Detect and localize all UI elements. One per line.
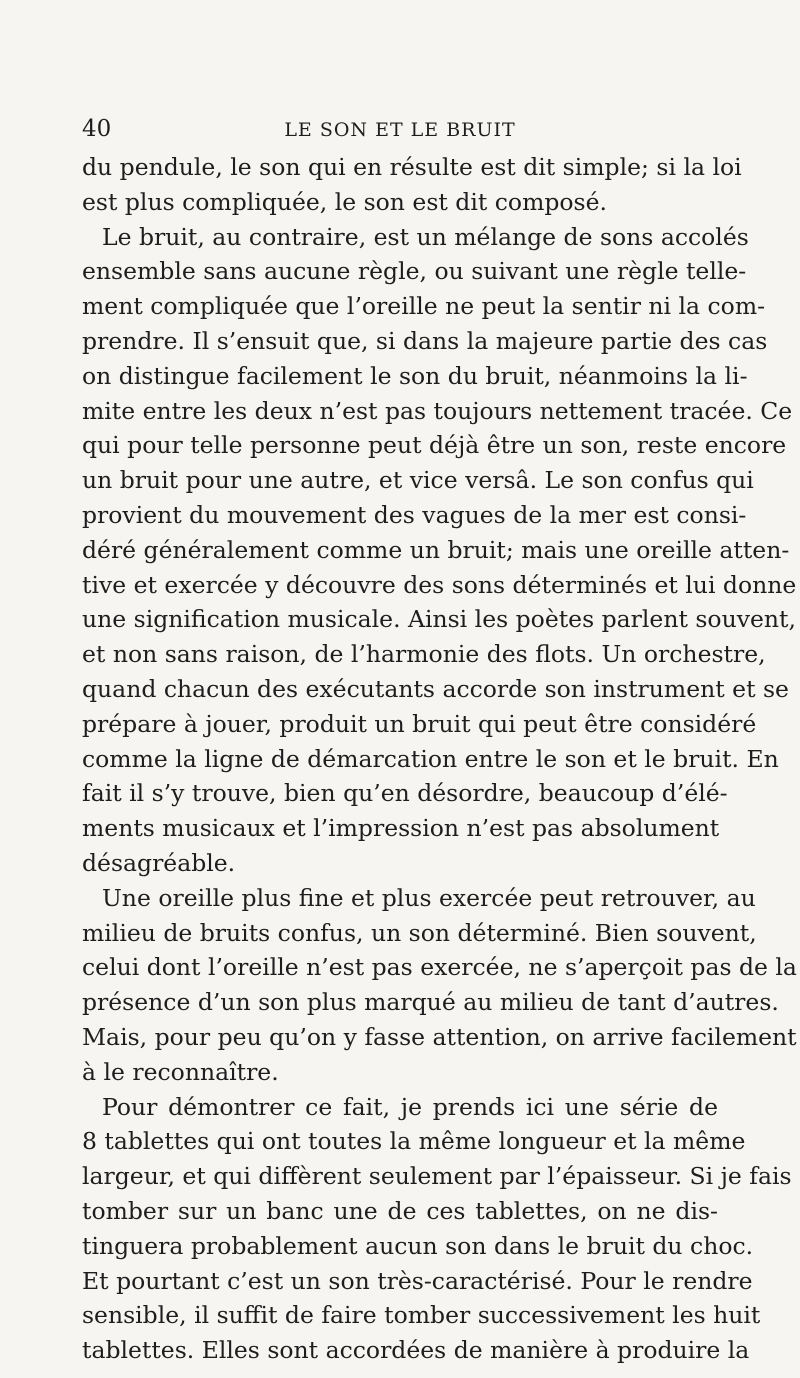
text-line: mite entre les deux n’est pas toujours nettement tracée. Ce bbox=[82, 396, 793, 425]
text-line: quand chacun des exécutants accorde son instrument et se bbox=[82, 674, 789, 703]
text-line: présence d’un son plus marqué au milieu de tant d’autres. bbox=[82, 988, 779, 1017]
text-line: Mais, pour peu qu’on y fasse attention, on arrive facilement bbox=[82, 1022, 797, 1051]
text-line: tablettes. Elles sont accordées de manière à produire la bbox=[82, 1336, 750, 1365]
text-line: ments musicaux et l’impression n’est pas absolument bbox=[82, 814, 720, 843]
text-line: ment compliquée que l’oreille ne peut la sentir ni la com- bbox=[82, 292, 766, 321]
text-line: du pendule, le son qui en résulte est dit simple; si la loi bbox=[82, 153, 742, 181]
text-line: ensemble sans aucune règle, ou suivant une règle telle- bbox=[82, 257, 747, 286]
text-line: déré généralement comme un bruit; mais une oreille atten- bbox=[82, 535, 790, 564]
text-line: Le bruit, au contraire, est un mélange de sons accolés bbox=[102, 222, 749, 251]
text-line: 8 tablettes qui ont toutes la même longueur et la même bbox=[82, 1127, 746, 1156]
running-title: LE SON ET LE BRUIT bbox=[284, 119, 516, 141]
text-line: fait il s’y trouve, bien qu’en désordre, beaucoup d’élé- bbox=[82, 779, 728, 808]
text-line: tomber sur un banc une de ces tablettes, on ne dis- bbox=[82, 1196, 718, 1225]
text-line: désagréable. bbox=[82, 848, 236, 877]
text-line: comme la ligne de démarcation entre le son et le bruit. En bbox=[82, 744, 779, 773]
text-line: une signification musicale. Ainsi les poètes parlent souvent, bbox=[82, 605, 796, 634]
page-number: 40 bbox=[82, 116, 112, 142]
text-line: sensible, il suffit de faire tomber successivement les huit bbox=[82, 1301, 761, 1330]
text-line: celui dont l’oreille n’est pas exercée, ne s’aperçoit pas de la bbox=[82, 953, 797, 982]
body-text bbox=[82, 150, 797, 1368]
text-line: Une oreille plus fine et plus exercée peut retrouver, au bbox=[102, 883, 756, 912]
text-line: qui pour telle personne peut déjà être un son, reste encore bbox=[82, 431, 787, 460]
text-line: est plus compliquée, le son est dit composé. bbox=[82, 187, 607, 216]
text-line: et non sans raison, de l’harmonie des flots. Un orchestre, bbox=[82, 640, 766, 669]
text-line: Pour démontrer ce fait, je prends ici une série de bbox=[102, 1092, 718, 1121]
page-header bbox=[82, 116, 718, 150]
text-line: largeur, et qui diffèrent seulement par l’épaisseur. Si je fais bbox=[82, 1162, 792, 1191]
text-line: prépare à jouer, produit un bruit qui peut être considéré bbox=[82, 709, 757, 738]
text-line: prendre. Il s’ensuit que, si dans la majeure partie des cas bbox=[82, 326, 768, 355]
text-line: Et pourtant c’est un son très-caractérisé. Pour le rendre bbox=[82, 1266, 753, 1295]
text-line: provient du mouvement des vagues de la mer est consi- bbox=[82, 500, 747, 529]
text-line: milieu de bruits confus, un son déterminé. Bien souvent, bbox=[82, 918, 757, 947]
text-line: tinguera probablement aucun son dans le bruit du choc. bbox=[82, 1231, 754, 1260]
text-line: à le reconnaître. bbox=[82, 1057, 279, 1086]
text-line: tive et exercée y découvre des sons déterminés et lui donne bbox=[82, 570, 797, 599]
text-line: on distingue facilement le son du bruit, néanmoins la li- bbox=[82, 361, 748, 390]
text-line: un bruit pour une autre, et vice versâ. Le son confus qui bbox=[82, 466, 754, 495]
